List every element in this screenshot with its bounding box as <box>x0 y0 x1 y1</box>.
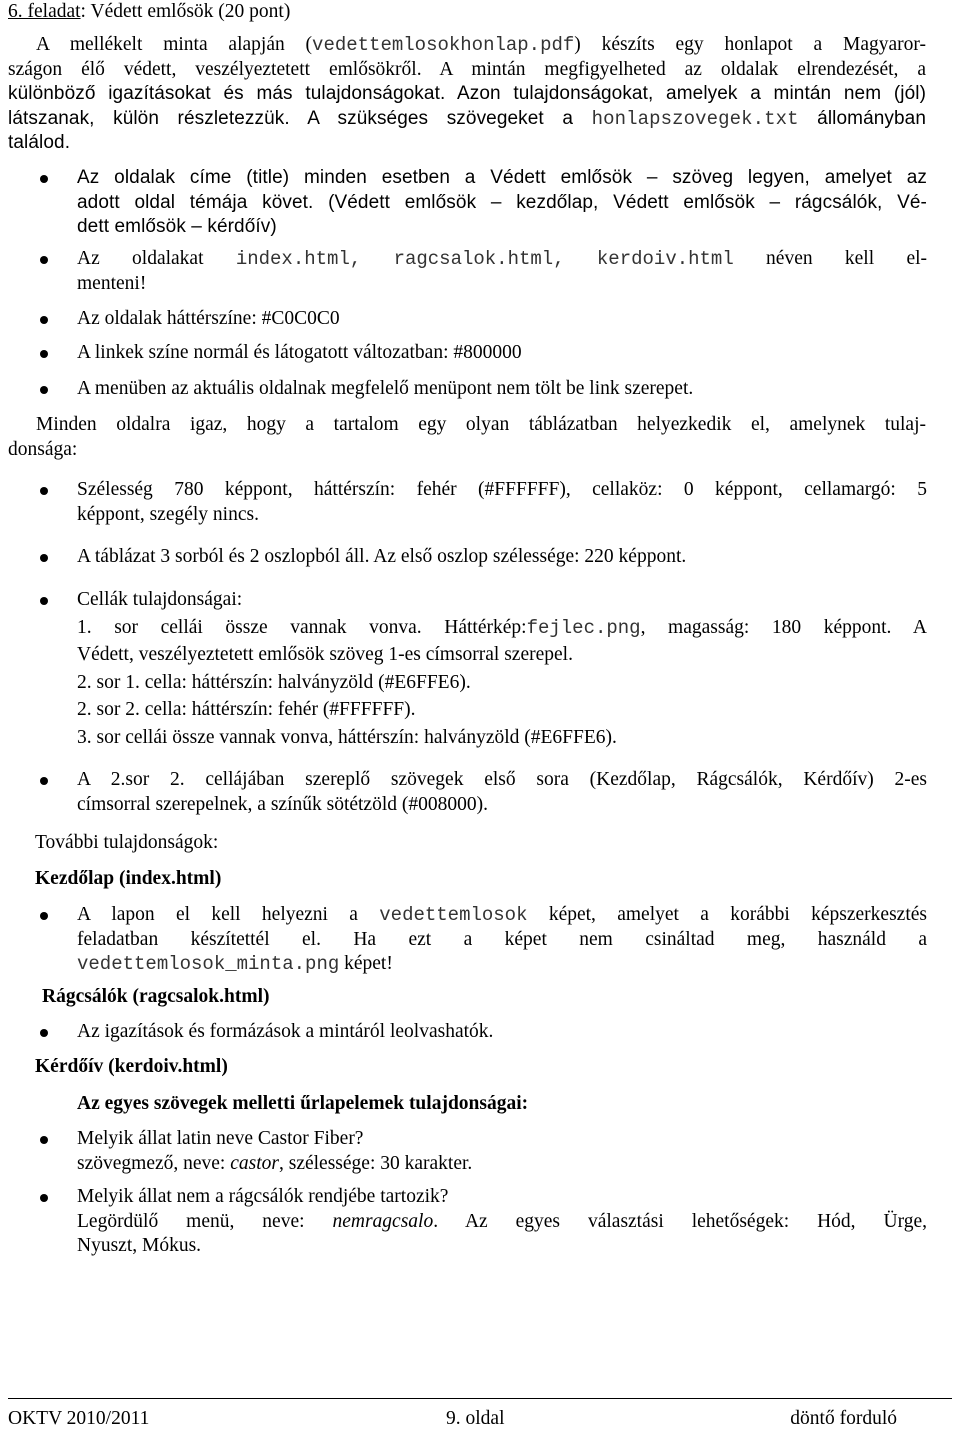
bullet-icon <box>40 175 48 183</box>
bullet-icon <box>40 777 48 785</box>
bullet-title-rule: Az oldalak címe (title) minden esetben a Védett emlősök – szöveg legyen, amelyet az adott oldal témája követ. (Védett emlősök – kezdőlap, Védett emlősök – rágcsálók, Vé- dett emlősök – kérdőív) <box>77 167 927 237</box>
bullet-question-2: Melyik állat nem a rágcsálók rendjébe tartozik? Legördülő menü, neve: nemragcsalo. Az egyes választási lehetőségek: Hód, Ürge, Nyuszt, Mókus. <box>77 1186 927 1256</box>
bullet-icon <box>40 1029 48 1037</box>
minta-filename: vedettemlosok_minta.png <box>77 953 340 975</box>
intro-paragraph <box>8 33 926 156</box>
index-filename: index.html, <box>235 248 362 270</box>
bullet-bgcolor: Az oldalak háttérszíne: #C0C0C0 <box>77 308 340 329</box>
task-heading <box>8 0 290 25</box>
bullet-icon <box>40 386 48 394</box>
castor-field-name: castor <box>230 1152 279 1174</box>
task-number: 6. feladat <box>8 1 81 22</box>
bullet-icon <box>40 1194 48 1202</box>
footer-page-number: 9. oldal <box>446 1408 505 1429</box>
pdf-filename: vedettemlosokhonlap.pdf <box>312 34 575 56</box>
bullet-icon <box>40 1136 48 1144</box>
page-footer <box>8 1398 952 1430</box>
bullet-icon <box>40 256 48 264</box>
intro-line-2: szágon élő védett, veszélyeztetett emlősökről. A mintán megfigyelheted az oldalak elrendezését, a <box>8 58 926 80</box>
intro-line-3: különböző igazításokat és más tulajdonságokat. Azon tulajdonságokat, amelyek a mintán nem (jól) <box>8 83 926 104</box>
footer-round: döntő forduló <box>790 1408 897 1429</box>
intro-line-1: A mellékelt minta alapján (vedettemlosokhonlap.pdf) készíts egy honlapot a Magyaror- <box>36 34 927 56</box>
bullet-link-color: A linkek színe normál és látogatott változatban: #800000 <box>77 342 522 363</box>
rodents-heading: Rágcsálók (ragcsalok.html) <box>42 986 270 1007</box>
survey-heading: Kérdőív (kerdoiv.html) <box>35 1056 228 1077</box>
home-heading: Kezdőlap (index.html) <box>35 868 222 889</box>
bullet-home-image: A lapon el kell helyezni a vedettemlosok képet, amelyet a korábbi képszerkesztés feladatban készítettél el. Ha ezt a képet nem csináltad meg, használd a vedettemlosok_minta.png képet! <box>77 904 927 975</box>
more-properties-label: További tulajdonságok: <box>35 832 219 853</box>
intro-line-5: találod. <box>8 132 71 153</box>
intro-line-4: látszanak, külön részletezzük. A szükséges szövegeket a honlapszovegek.txt állományban <box>8 107 927 130</box>
bullet-icon <box>40 487 48 495</box>
task-title: : Védett emlősök (20 pont) <box>80 1 291 22</box>
bullet-rodents: Az igazítások és formázások a mintáról leolvashatók. <box>77 1021 494 1042</box>
survey-subheading: Az egyes szövegek melletti űrlapelemek tulajdonságai: <box>77 1093 529 1114</box>
bullet-menu-headings: A 2.sor 2. cellájában szereplő szövegek első sora (Kezdőlap, Rágcsálók, Kérdőív) 2-es címsorral szerepelnek, a színűk sötétzöld (#008000). <box>77 769 927 815</box>
bullet-question-1: Melyik állat latin neve Castor Fiber? szövegmező, neve: castor, szélessége: 30 karakter. <box>77 1128 473 1174</box>
vedettemlosok-filename: vedettemlosok <box>379 904 528 926</box>
nemragcsalo-field-name: nemragcsalo <box>332 1210 434 1232</box>
fejlec-filename: fejlec.png <box>526 616 641 639</box>
bullet-table-width: Szélesség 780 képpont, háttérszín: fehér (#FFFFFF), cellaköz: 0 képpont, cellamargó: 5 képpont, szegély nincs. <box>77 479 927 525</box>
bullet-icon <box>40 554 48 562</box>
bullet-icon <box>40 912 48 920</box>
bullet-menu-rule: A menüben az aktuális oldalnak megfelelő menüpont nem tölt be link szerepet. <box>77 378 694 399</box>
ragcsalok-filename: ragcsalok.html, <box>393 248 565 270</box>
kerdoiv-filename: kerdoiv.html <box>596 248 734 270</box>
bullet-table-structure: A táblázat 3 sorból és 2 oszlopból áll. Az első oszlop szélessége: 220 képpont. <box>77 546 687 567</box>
txt-filename: honlapszovegek.txt <box>591 107 799 130</box>
bullet-icon <box>40 316 48 324</box>
footer-competition: OKTV 2010/2011 <box>8 1408 150 1429</box>
bullet-icon <box>40 597 48 605</box>
table-intro: Minden oldalra igaz, hogy a tartalom egy olyan táblázatban helyezkedik el, amelynek tulaj- donsága: <box>8 414 926 460</box>
bullet-cell-properties: Cellák tulajdonságai: 1. sor cellái össze vannak vonva. Háttérkép:fejlec.png, magasság: 180 képpont. A Védett, veszélyeztetett emlősök szöveg 1-es címsorral szerepel. 2. sor 1. cella: háttérszín: halványzöld (#E6FFE6). 2. sor 2. cella: háttérszín: fehér (#FFFFFF). 3. sor cellái össze vannak vonva, háttérszín: halványzöld (#E6FFE6). <box>77 589 927 748</box>
bullet-icon <box>40 350 48 358</box>
bullet-filenames: Az oldalakat index.html, ragcsalok.html, kerdoiv.html néven kell el- menteni! <box>77 248 928 294</box>
